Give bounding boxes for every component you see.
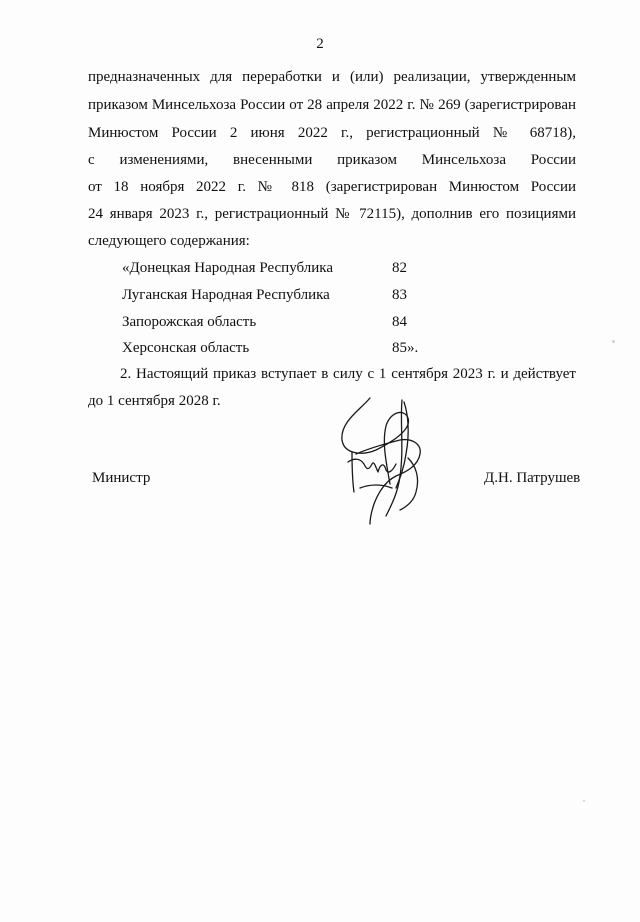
handwritten-signature	[330, 392, 440, 532]
paragraph1-line-7: следующего содержания:	[88, 233, 250, 249]
signatory-name: Д.Н. Патрушев	[484, 470, 581, 486]
page-number: 2	[316, 36, 324, 52]
region-name: Луганская Народная Республика	[122, 287, 330, 303]
region-code: 84	[392, 314, 407, 330]
paragraph1-line-1: предназначенных для переработки и (или) реализации, утвержденным	[88, 69, 576, 85]
scan-speck	[583, 800, 585, 802]
region-code: 82	[392, 260, 407, 276]
region-code: 83	[392, 287, 407, 303]
paragraph2-line-1: 2. Настоящий приказ вступает в силу с 1 сентября 2023 г. и действует	[120, 366, 576, 382]
region-code: 85».	[392, 340, 419, 356]
paragraph1-line-3: Минюстом России 2 июня 2022 г., регистрационный № 68718),	[88, 125, 576, 141]
scan-speck	[612, 340, 615, 343]
paragraph1-line-4: с изменениями, внесенными приказом Минсельхоза России	[88, 152, 576, 168]
region-name: Херсонская область	[122, 340, 250, 356]
region-name: Запорожская область	[122, 314, 257, 330]
paragraph1-line-2: приказом Минсельхоза России от 28 апреля 2022 г. № 269 (зарегистрирован	[88, 97, 576, 113]
signatory-title: Министр	[92, 470, 151, 486]
region-name: «Донецкая Народная Республика	[122, 260, 333, 276]
paragraph1-line-5: от 18 ноября 2022 г. № 818 (зарегистрирован Минюстом России	[88, 179, 576, 195]
paragraph1-line-6: 24 января 2023 г., регистрационный № 72115), дополнив его позициями	[88, 206, 576, 222]
paragraph2-line-2: до 1 сентября 2028 г.	[88, 393, 221, 409]
